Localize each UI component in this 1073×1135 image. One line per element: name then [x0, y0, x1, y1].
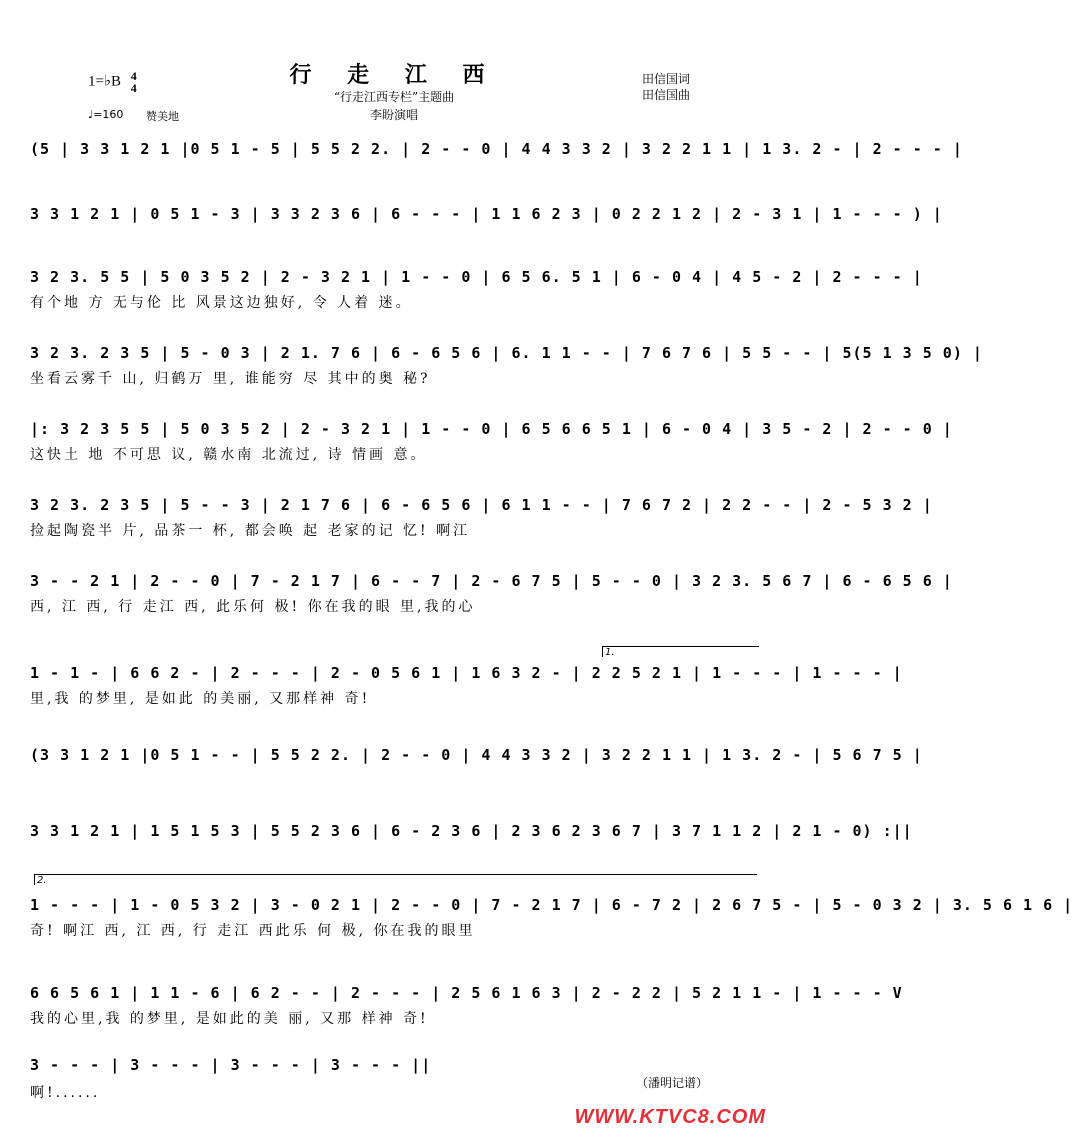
singer: 李盼演唱 — [369, 108, 418, 122]
watermark: WWW.KTVC8.COM — [574, 1106, 766, 1128]
notes-line: 3 2 3. 5 5 | 5 0 3 5 2 | 2 - 3 2 1 | 1 - - 0 | 6 5 6. 5 1 | 6 - 0 4 | 4 5 - 2 | 2 - - - | — [30, 268, 923, 286]
notes-line: 1 - - - | 1 - 0 5 3 2 | 3 - 0 2 1 | 2 - - 0 | 7 - 2 1 7 | 6 - 7 2 | 2 6 7 5 - | 5 - 0 3 2 | 3. 5 6 1 6 | — [30, 896, 1073, 914]
lyrics-line: 里,我 的梦里, 是如此 的美丽, 又那样神 奇! — [30, 691, 371, 707]
transcriber-credit: （潘明记谱） — [635, 1076, 708, 1090]
lyrics-line: 有个地 方 无与伦 比 风景这边独好, 令 人着 迷。 — [30, 295, 413, 311]
lyrics-line: 奇! 啊江 西, 江 西, 行 走江 西此乐 何 极, 你在我的眼里 — [30, 923, 476, 939]
notes-line: 3 - - 2 1 | 2 - - 0 | 7 - 2 1 7 | 6 - - 7 | 2 - 6 7 5 | 5 - - 0 | 3 2 3. 5 6 7 | 6 - 6 5 6 | — [30, 572, 953, 590]
lyrics-line: 啊!...... — [30, 1085, 101, 1101]
song-subtitle: “行走江西专栏”主题曲 — [333, 90, 455, 104]
lyrics-line: 这快土 地 不可思 议, 赣水南 北流过, 诗 情画 意。 — [30, 447, 428, 463]
notes-line: 3 2 3. 2 3 5 | 5 - - 3 | 2 1 7 6 | 6 - 6 5 6 | 6 1 1 - - | 7 6 7 2 | 2 2 - - | 2 - 5 3 2 | — [30, 496, 933, 514]
ending-first: 1. — [602, 646, 759, 657]
notes-line: 3 3 1 2 1 | 1 5 1 5 3 | 5 5 2 3 6 | 6 - 2 3 6 | 2 3 6 2 3 6 7 | 3 7 1 1 2 | 2 1 - 0) :|| — [30, 822, 913, 840]
notes-line: (3 3 1 2 1 |0 5 1 - - | 5 5 2 2. | 2 - - 0 | 4 4 3 3 2 | 3 2 2 1 1 | 1 3. 2 - | 5 6 7 5 | — [30, 746, 923, 764]
notes-line: (5 | 3 3 1 2 1 |0 5 1 - 5 | 5 5 2 2. | 2 - - 0 | 4 4 3 3 2 | 3 2 2 1 1 | 1 3. 2 - | 2 - - - | — [30, 140, 963, 158]
lyricist: 田信国词 — [642, 72, 691, 86]
time-top: 4 — [130, 69, 137, 83]
lyrics-line: 坐看云雾千 山, 归鹤万 里, 谁能穷 尽 其中的奥 秘? — [30, 371, 431, 387]
lyrics-line: 捡起陶瓷半 片, 品茶一 杯, 都会唤 起 老家的记 忆! 啊江 — [30, 523, 471, 539]
time-bottom: 4 — [130, 81, 137, 95]
notes-line: 1 - 1 - | 6 6 2 - | 2 - - - | 2 - 0 5 6 1 | 1 6 3 2 - | 2 2 5 2 1 | 1 - - - | 1 - - - | — [30, 664, 903, 682]
notes-line: 6 6 5 6 1 | 1 1 - 6 | 6 2 - - | 2 - - - | 2 5 6 1 6 3 | 2 - 2 2 | 5 2 1 1 - | 1 - - - V — [30, 984, 903, 1002]
composer: 田信国曲 — [642, 88, 691, 102]
key-label: 1=♭B — [88, 73, 122, 90]
ending-second: 2. — [34, 874, 757, 885]
notes-line: |: 3 2 3 5 5 | 5 0 3 5 2 | 2 - 3 2 1 | 1 - - 0 | 6 5 6 6 5 1 | 6 - 0 4 | 3 5 - 2 | 2 - - 0 | — [30, 420, 953, 438]
notes-line: 3 - - - | 3 - - - | 3 - - - | 3 - - - || — [30, 1056, 432, 1074]
time-signature — [131, 70, 137, 94]
notes-line: 3 3 1 2 1 | 0 5 1 - 3 | 3 3 2 3 6 | 6 - - - | 1 1 6 2 3 | 0 2 2 1 2 | 2 - 3 1 | 1 - - - ) | — [30, 205, 943, 223]
key-signature — [88, 70, 137, 94]
notes-line: 3 2 3. 2 3 5 | 5 - 0 3 | 2 1. 7 6 | 6 - 6 5 6 | 6. 1 1 - - | 7 6 7 6 | 5 5 - - | 5(5 1 3 5 0) | — [30, 344, 983, 362]
style-mark: 赞美地 — [146, 110, 179, 123]
lyrics-line: 西, 江 西, 行 走江 西, 此乐何 极! 你在我的眼 里,我的心 — [30, 599, 476, 615]
lyrics-line: 我的心里,我 的梦里, 是如此的美 丽, 又那 样神 奇! — [30, 1011, 429, 1027]
tempo-mark: ♩=160 — [88, 108, 124, 121]
song-title: 行 走 江 西 — [289, 62, 499, 88]
